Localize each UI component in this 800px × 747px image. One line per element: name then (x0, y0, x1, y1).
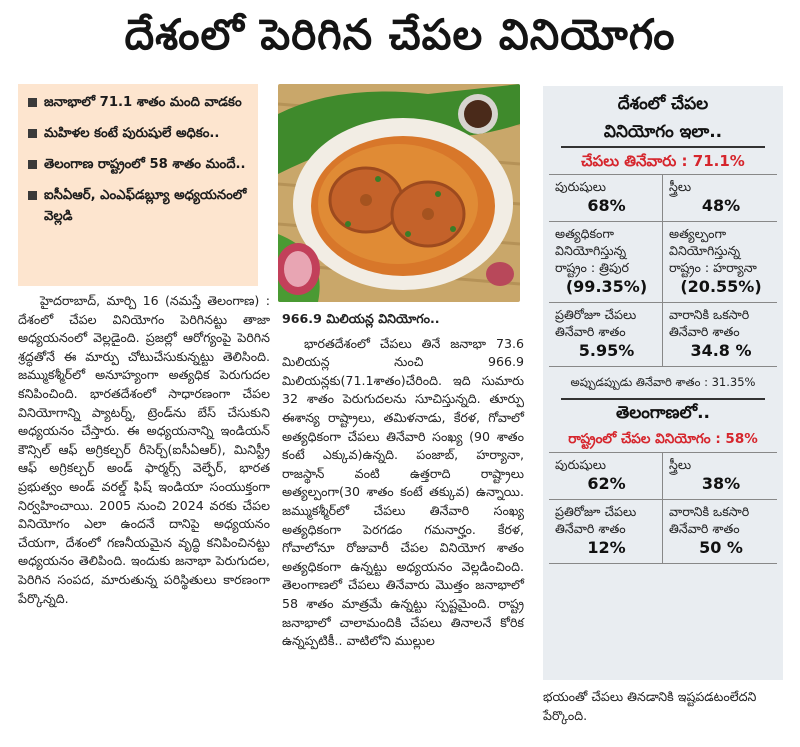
state-consumption-stat: రాష్ట్రంలో చేపల వినియోగం : 58% (568, 431, 758, 447)
national-stats-grid (549, 174, 777, 367)
state-stats-grid (549, 452, 777, 564)
highlight-item (28, 185, 250, 227)
stat-value: 34.8 % (690, 341, 752, 360)
sidebar-title (543, 86, 783, 146)
bullet-square-icon (28, 129, 37, 138)
fish-curry-illustration (278, 84, 520, 302)
highlight-item (28, 92, 250, 113)
stat-cell (663, 222, 777, 303)
stat-cell (663, 303, 777, 367)
fish-curry-photo (278, 84, 520, 302)
stat-value: 62% (587, 474, 626, 493)
highlights-box (18, 84, 258, 286)
stat-cell (549, 500, 663, 564)
headline: దేశంలో పెరిగిన చేపల వినియోగం (124, 10, 676, 59)
stat-value: (99.35%) (565, 277, 648, 296)
highlight-item (28, 154, 250, 175)
article-paragraph: హైదరాబాద్‌, మార్చి 16 (నమస్తే తెలంగాణ) : దేశంలో చేపల వినియోగం పెరిగినట్టు తాజా అధ్యయనంలో వెల్లడైంది. ప్రజల్లో ఆరోగ్యంపై పెరిగిన శ్రద్ధతోనే ఈ మార్పు చోటుచేసుకున్నట్టు తెలిసింది. జమ్ముకశ్మీర్‌లో అనూహ్యంగా అత్యధిక పెరుగుదల కనిపించింది. భారతదేశంలో సాధారణంగా చేపల వినియోగాన్ని ప్యాటర్న్‌, ట్రెండ్‌ను బేస్‌ చేసుకుని అధ్యయనం చేస్తారు. ఈ అధ్యయనాన్ని ఇండియన్‌ కౌన్సిల్‌ ఆఫ్‌ అగ్రికల్చర్‌ రీసెర్చ్‌(ఐసీఏఆర్‌), మినిస్ట్రీ ఆఫ్‌ అగ్రికల్చర్‌ అండ్‌ ఫార్మర్స్‌ వెల్ఫేర్‌, భారత ప్రభుత్వం అండ్‌ వరల్డ్‌ ఫిష్‌ ఇండియా సంయుక్తంగా నిర్వహించాయి. 2005 నుంచి 2024 వరకు చేపల వినియోగం ఎలా ఉందనే దానిపై అధ్యయనం చేయగా, దేశంలో గణనీయమైన వృద్ధి కనిపించినట్టు అధ్యయనం తెలిపింది. ఇందుకు జనాభా పెరుగుదల, పెరిగిన సంపద, మారుతున్న పరిస్థితులు కారణంగా పేర్కొన్నది. (18, 293, 270, 606)
stat-label: వారానికి ఒకసారి తినేవారి శాతం (669, 307, 750, 339)
stat-cell (549, 453, 663, 500)
stats-sidebar (543, 86, 783, 680)
stat-cell (549, 222, 663, 303)
stat-cell (663, 500, 777, 564)
stat-value: (20.55%) (680, 277, 762, 296)
stat-label: స్త్రీలు (669, 457, 692, 472)
stat-label: ప్రతిరోజూ చేపలు తినేవారి శాతం (555, 504, 637, 536)
occasional-stat: అప్పుడప్పుడు తినేవారి శాతం : 31.35% (570, 375, 756, 389)
article-column-1 (18, 292, 270, 608)
highlight-text: ఐసీఏఆర్‌, ఎంఎఫ్‌డబ్ల్యూ అధ్యయనంలో వెల్లడి (44, 188, 247, 224)
stat-label: పురుషులు (555, 457, 607, 472)
article-continuation: భయంతో చేపలు తినడానికి ఇష్టపడటంలేదని పేర్కొంది. (543, 689, 757, 723)
bullet-square-icon (28, 191, 37, 200)
highlight-text: మహిళల కంటే పురుషులే అధికం.. (44, 126, 220, 141)
stat-value: 68% (587, 196, 626, 215)
stat-label: పురుషులు (555, 179, 607, 194)
subheading: 966.9 మిలియన్ల వినియోగం.. (282, 311, 440, 326)
stat-cell (549, 303, 663, 367)
stat-value: 38% (701, 474, 741, 493)
bullet-square-icon (28, 160, 37, 169)
article-column-2 (282, 310, 524, 651)
eaters-stat: చేపలు తినేవారు : 71.1% (581, 152, 745, 170)
stat-label: ప్రతిరోజూ చేపలు తినేవారి శాతం (555, 307, 637, 339)
highlight-text: జనాభాలో 71.1 శాతం మంది వాడకం (44, 95, 242, 110)
stat-label: అత్యధికంగా వినియోగిస్తున్న రాష్ట్రం : త్రిపుర (555, 226, 630, 275)
stat-label: వారానికి ఒకసారి తినేవారి శాతం (669, 504, 750, 536)
sidebar-title-line: వినియోగం ఇలా.. (603, 122, 723, 142)
stat-cell (663, 175, 777, 222)
stat-value: 12% (587, 538, 626, 557)
bullet-square-icon (28, 98, 37, 107)
stat-cell (549, 175, 663, 222)
article-paragraph: భారతదేశంలో చేపలు తినే జనాభా 73.6 మిలియన్ల నుంచి 966.9 మిలియన్లకు(71.1శాతం)చేరింది. ఇది సుమారు 32 శాతం పెరుగుదలను సూచిస్తున్నది. తూర్పు ఈశాన్య రాష్ట్రాలు, తమిళనాడు, కేరళ, గోవాలో అత్యధికంగా చేపలు తినేవారి సంఖ్య (90 శాతం కంటే ఎక్కువ)ఉన్నది. పంజాబ్‌, హర్యానా, రాజస్థాన్‌ వంటి ఉత్తరాది రాష్ట్రాలు అత్యల్పంగా(30 శాతం కంటే తక్కువ) ఉన్నాయి. జమ్ముకశ్మీర్‌లో చేపలు తినేవారి సంఖ్య అత్యధికంగా పెరగడం గమనార్హం. కేరళ, గోవాలోనూ రోజువారీ చేపల వినియోగ శాతం అత్యధికంగా ఉన్నట్టు అధ్యయనం వెల్లడించింది. తెలంగాణలో చేపలు తినేవారు మొత్తం జనాభాలో 58 శాతం మాత్రమే ఉన్నట్టు స్పష్టమైంది. రాష్ట్ర జనాభాలో చాలామందికి చేపలు తినాలనే కోరిక ఉన్నప్పటికీ.. వాటిలోని ముల్లుల (282, 335, 524, 649)
stat-value: 50 % (699, 538, 743, 557)
highlight-text: తెలంగాణ రాష్ట్రంలో 58 శాతం మందే.. (44, 157, 246, 172)
stat-label: స్త్రీలు (669, 179, 692, 194)
stat-value: 5.95% (578, 341, 635, 360)
highlight-item (28, 123, 250, 144)
stat-label: అత్యల్పంగా వినియోగిస్తున్న రాష్ట్రం : హర్యానా (669, 226, 757, 275)
sidebar-title-line: దేశంలో చేపల (617, 94, 709, 114)
stat-cell (663, 453, 777, 500)
stat-value: 48% (701, 196, 741, 215)
state-title: తెలంగాణలో.. (615, 403, 710, 423)
